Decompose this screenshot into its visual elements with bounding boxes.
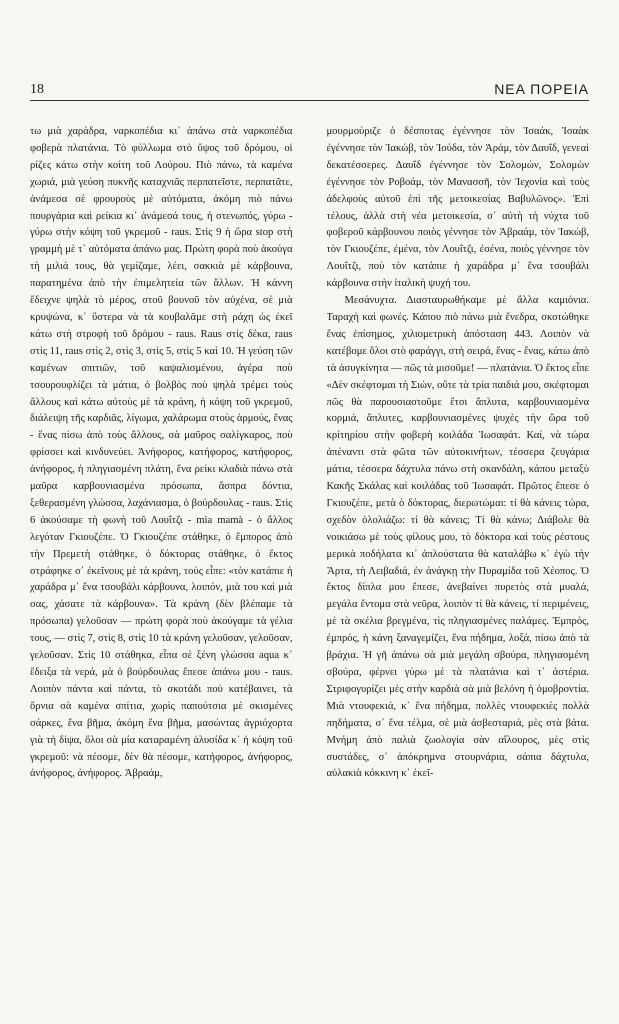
page-number: 18 [30, 82, 44, 97]
article-body [30, 124, 589, 996]
page-header [30, 74, 589, 101]
paragraph: Μεσάνυχτα. Διασταυρωθήκαμε μὲ ἄλλα καμιόνια. Ταραχὴ καὶ φωνές. Κάπου πιὸ πάνω μιὰ ἔνεδρα, σκοτώθηκε ἕνας ἐπίσημος, χιλιομετρικὴ ἀπόσταση 443. Λοιπὸν νὰ κατέβομε ὅλοι στὸ φαράγγι, στὴ σειρά, ἕνας - ἕνας, κάτω ἀπὸ τὰ ἀσυγκίνητα — πῶς τὰ μισοῦμε! — πλατάνια. Ὁ ἔκτος εἶπε «Δὲν σκέφτομαι τὴ Σιών, οὔτε τὰ τρία παιδιά μου, σκέφτομαι πῶς θὰ παρουσιαστοῦμε ἔτσι ἄπλυτα, καρβουνιασμένα κορμιά, ἄπλυτες, καρβουνιασμένες ψυχὲς τὴν ὥρα τοῦ κρίτηρίου στὴν φοβερὴ κοιλάδα Ἰωσαφάτ. Καί, νὰ τώρα ἀπέναντι στὰ φῶτα τῶν αὐτοκινήτων, τέσσερα ζευγάρια μάτια, τέσσερα δάχτυλα πάνω στὴ σκανδάλη, κάπου μεταξὺ Κακῆς Σκάλας καὶ κοιλάδας τοῦ Ἰωσαφάτ. Πρῶτος ἔπεσε ὁ Γκιουζέπε, μετὰ ὁ δόκτορας, διερωτώμαι: τί θὰ κάνεις τώρα, σχεδὸν ὀλολιάζω: τί θὰ κάνεις; Τί θὰ κάνω; Διάβολε θὰ νοικιάσω μὲ τοὺς φίλους μου, τὸ δόκτορα καὶ τοὺς ρέστους μερικὰ ποδήλατα κι᾽ ἁπλούστατα θὰ καταλάβω κ᾽ ἐγὼ τὴν Ἄρτα, τὴ Λειβαδιά, ἐν ἀνάγκῃ τὴν Πυραμίδα τοῦ Χέοπος. Ὁ ἔκτος δίπλα μου ἔπεσε, ἀνεβαίνει πυρετὸς στὰ μυαλά, μεγάλα ἔντομα στὰ νεῦρα, λοιπὸν τί θὰ κάνεις, τί περιμένεις, μὲ τὰ σκέλια βρεγμένα, τὶς πληγιασμένες παλάμες. Ἐμπρός, ἐμπρός, ἡ κάνη ξαναγεμίζει, ἕνα πήδημα, λοξά, πίσω ἀπὸ τὰ βράχια. Ἡ γῆ ἀπάνω σὰ μιὰ μεγάλη σβούρα, πληγιασμένη σβούρα, φέρνει γύρω μὲ τὰ πλατάνια καὶ τ᾽ ἀστέρια. Στριφογυρίζει μὲς στὴν καρδιὰ σὰ μιὰ βελόνη ἡ ὁμοβροντία. Μιὰ ντουφεκιά, κ᾽ ἕνα πήδημα, πολλὲς ντουφεκιὲς πολλὰ πηδήματα, σ᾽ ἕνα τέλμα, σὲ μιὰ ἀσβεσταριά, μὲς στὰ βάτα. Μνήμη ἀπὸ παλιὰ ζωολογία σὰν αἴλουρος, μὲς στὶς συστάδες, σ᾽ ἀπόκρημνα στουρνάρια, σάπια δάχτυλα, αὐλακιὰ κόκκινη κ᾽ ἐκεῖ- [326, 295, 589, 780]
left-column [30, 124, 293, 996]
journal-title: ΝΕΑ ΠΟΡΕΙΑ [494, 81, 589, 97]
paragraph: μουρμούριζε ὁ δέσποτας ἐγέννησε τὸν Ἰσαάκ, Ἰσαὰκ ἐγέννησε τὸν Ἰακώβ, τὸν Ἰούδα, τὸν Ἀράμ, τὸν Δαυΐδ, γενεαὶ δεκατέσσερες. Δαυΐδ ἐγέννησε τὸν Σολομών, Σολομὼν ἐγέννησε τὸν Ροβοάμ, τὸν Μανασσῆ, τὸν Ἰεχονία καὶ τοὺς ἀδελφοὺς αὐτοῦ ἐπὶ τῆς μετοικεσίας Βαβυλῶνος». Ἐπὶ τέλους, ἀλλὰ στὴ νέα μετοικεσία, σ᾽ αὐτὴ τὴ νύχτα τοῦ φοβεροῦ κάρβουνου ποιὸς γέννησε τὸν Ἀβραάμ, τὸν Ἰακώβ, τὸν Γκιουζέπε, ἐμένα, τὸν Λουΐτζι, ἐσένα, ποιὸς γέννησε τὸν Λουΐτζι, ποὺ τὸν κατάπιε ἡ χαράδρα μ᾽ ἕνα τσουβάλι κάρβουνα στὴν ἰταλικὴ ψυχή του. [326, 126, 589, 290]
right-column [327, 124, 590, 996]
paragraph: τω μιὰ χαράδρα, ναρκοπέδια κι᾽ ἀπάνω στὰ ναρκοπέδια φοβερὰ πλατάνια. Τὸ φύλλωμα στὸ ὕψος τοῦ δρόμου, οἱ ρίζες κάτω στὴν κοίτη τοῦ Λούρου. Πιὸ πάνω, τὰ καμένα χωριά, μιὰ γεύση πυκνῆς καταχνιᾶς περπατεῖστε, περπατᾶτε, ἀνάμεσα σὲ φρουροὺς μὲ αὐτόματα, ἀκόμη πιὸ πάνω πουργάρια καὶ ρείκια κι᾽ ἀνάμεσά τους, ἡ στενωπός, γύρω - γύρω στὴν κόψη τοῦ γκρεμοῦ - raus. Στὶς 9 ἡ ὥρα stop στὴ γραμμὴ μὲ τ᾽ αὐτόματα ἀπάνω μας. Πρώτη φορὰ ποὺ ἀκούγα τὴ μιλιά τους, θὰ γεμίζαμε, λέει, σακκιὰ μὲ κάρβουνα, παρατημένα ἀπὸ τὴν ἐπιμελητεία τῶν ἄλλων. Ἡ κάννη ἔδειχνε ψηλὰ τὸ μέρος, στοῦ βουνοῦ τὸν αὐχένα, σὲ μιὰ κρυψώνα, κ᾽ ὕστερα νὰ τὰ κουβαλᾶμε στὴ ράχη ὡς ἐκεῖ κάτω στὴ στροφὴ τοῦ δρόμου - raus. Raus στὶς δέκα, raus στὶς 11, raus στὶς 2, στὶς 3, στὶς 5, στὶς 5 καὶ 10. Ἡ γεύση τῶν καμένων σπιτιῶν, τοῦ καψαλισμένου, ἀγέρα ποὺ τσουρουφλίζει τὰ μάτια, ὁ βολβὸς ποὺ ψηλὰ τρέμει τοὺς ἄλλους καὶ κάτω αὐτοὺς μὲ τὰ κράνη, ἡ κόψη τοῦ γκρεμοῦ, διάλειψη τῆς καρδιᾶς, λίγωμα, χαλάρωμα στοὺς ἁρμούς, ἕνας - ἕνας πίσω ἀπὸ τοὺς ἄλλους, σὰ μαῦρος σαλίγκαρος, ποὺ φρίσσει καὶ κινδυνεύει. Ἀνήφορος, κατήφορος, κατήφορος, ἀνήφορος, ἡ πληγιασμένη πλάτη, ἕνα ρείκι κλαδιὰ πάνω στὰ μαῦρα καρβουνιασμένα πρόσωπα, ἄσπρα δόντια, ξεθερασμένη γλώσσα, λαχάνιασμα, ὁ βούρδουλας - raus. Στὶς 6 ἀκούσαμε τὴ φωνὴ τοῦ Λουΐτζι - mia mamà - ὁ ἄλλος λεγόταν Γκιουζέπε. Ὁ Γκιουζέπε στάθηκε, ὁ ἔμπορος ἀπὸ τὴν Πρεμετὴ στάθηκε, ὁ δόκτορας στάθηκε, ὁ ἔκτος στράφηκε σ᾽ ἐκεῖνους μὲ τὰ κράνη, τοὺς εἶπε: «τὸν κατάπιε ἡ χαράδρα μ᾽ ἕνα τσουβάλι κάρβουνα, λοιπόν, μιὰ του καὶ μιὰ σας, χάσατε τὰ κάρβουνα». Τὰ κράνη (δὲν βλέπαμε τὰ πρόσωπα) γελοῦσαν — πρώτη φορὰ ποὺ ἀκούγαμε τὰ γέλια τους, — στὶς 7, στὶς 8, στὶς 10 τὰ κράνη γελοῦσαν, γελοῦσαν, γελοῦσαν. Στὶς 10 στάθηκα, εἶπα σὲ ξένη γλώσσα aqua κ᾽ ἔδειξα τὰ νερά, μὰ ὁ βούρδουλας ἔπεσε ἀπάνω μου - raus. Λοιπὸν πάντα καὶ πάντα, τὸ σκοτάδι ποὺ κατέβαινει, τὰ ὄρνια σὰ καμένα σπίτια, χωρὶς παπούτσια μὲ σκισμένες σάρκες, ἕνα βῆμα, ἀκόμη ἕνα βῆμα, μασώντας ἀγριόχορτα γιὰ τὴ δίψα, ὅλοι σὰ μία καταραμένη ἁλυσίδα κ᾽ ἡ κόψη τοῦ γκρεμοῦ: νὰ πέσομε, δὲν θὰ πέσομε, κατήφορος, ἀνήφορος, ἀνήφορος, ἀνήφορος. Ἀβραάμ, [30, 126, 293, 780]
